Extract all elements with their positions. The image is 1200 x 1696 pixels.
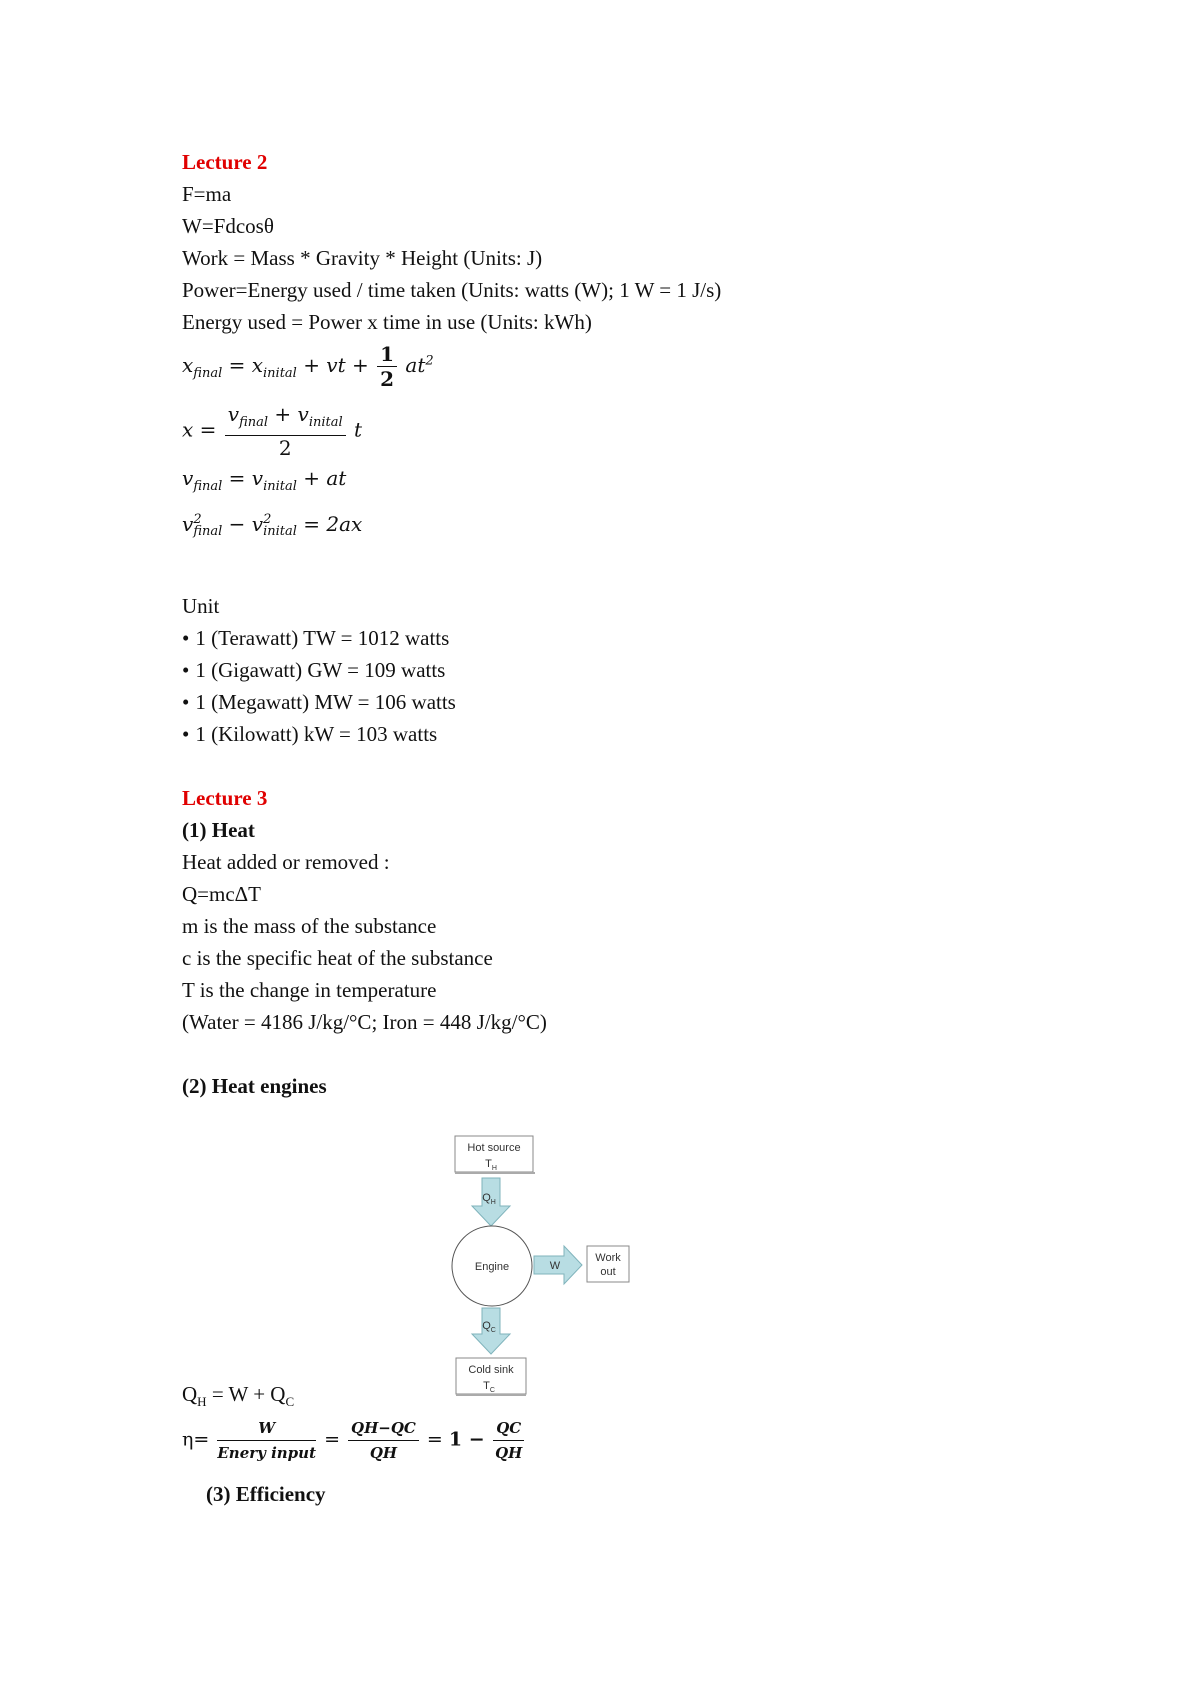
cold-sink-box [456,1358,526,1395]
heat-title: (1) Heat [182,818,255,842]
heat-line: m is the mass of the substance [182,914,437,938]
formula-work-mgh: Work = Mass * Gravity * Height (Units: J) [182,246,543,270]
engine-label: Engine [474,1261,510,1273]
formula-energy: Energy used = Power x time in use (Units: kWh) [182,310,592,334]
heat-engines-title: (2) Heat engines [182,1074,327,1098]
heat-line: Heat added or removed : [182,850,390,874]
formula-work: W=Fdcosθ [182,214,274,238]
heat-line: (Water = 4186 J/kg/°C; Iron = 448 J/kg/°C) [182,1010,547,1034]
work-out-label-2: out [600,1266,616,1278]
engine-circle [452,1226,532,1306]
w-label: W [549,1260,561,1272]
heat-line: Q=mcΔT [182,882,261,906]
heat-line: c is the specific heat of the substance [182,946,493,970]
unit-title: Unit [182,594,220,618]
hot-source-box [455,1136,535,1173]
kinematic-equation-velocity: $v_{final} = v_{inital}$ + at [182,466,347,494]
efficiency-equation: η= $\frac{W}{\text{Enery input}}$ = $\frac{QH-QC}{QH}$ = 1 − $\frac{QC}{QH}$ [182,1416,526,1465]
unit-item: • 1 (Gigawatt) GW = 109 watts [182,658,445,682]
cold-sink-label: Cold sink [468,1364,514,1376]
kinematic-equation-position: $x_{final} = x_{inital}$ + vt + $\frac{1}{2}$ $at^2$ [182,342,434,391]
qc-arrow [472,1308,510,1354]
kinematic-equation-velocity-squared: v 2 final − v 2 inital = 2ax [182,511,363,539]
qh-arrow [472,1178,510,1226]
tc-label: $T_C$ [483,1380,495,1394]
unit-item: • 1 (Terawatt) TW = 1012 watts [182,626,449,650]
lecture-3-heading: Lecture 3 [182,786,268,810]
w-arrow [534,1246,582,1284]
qc-label: $Q_C$ [482,1320,496,1334]
work-out-label-1: Work [595,1252,621,1264]
formula-power: Power=Energy used / time taken (Units: watts (W); 1 W = 1 J/s) [182,278,722,302]
energy-balance-equation: $Q_H = W + Q_C$ [182,1382,295,1410]
formula-force: F=ma [182,182,232,206]
work-out-box [587,1246,629,1282]
efficiency-title: (3) Efficiency [206,1482,326,1506]
unit-item: • 1 (Kilowatt) kW = 103 watts [182,722,437,746]
qh-label: $Q_H$ [482,1192,496,1206]
unit-item: • 1 (Megawatt) MW = 106 watts [182,690,456,714]
heat-line: T is the change in temperature [182,978,437,1002]
kinematic-equation-average-velocity: x = $\frac{v_{final} + v_{inital}}{2}$ t [182,402,363,460]
hot-source-label: Hot source [467,1142,521,1154]
lecture-2-heading: Lecture 2 [182,150,268,174]
th-label: $T_H$ [485,1158,497,1172]
